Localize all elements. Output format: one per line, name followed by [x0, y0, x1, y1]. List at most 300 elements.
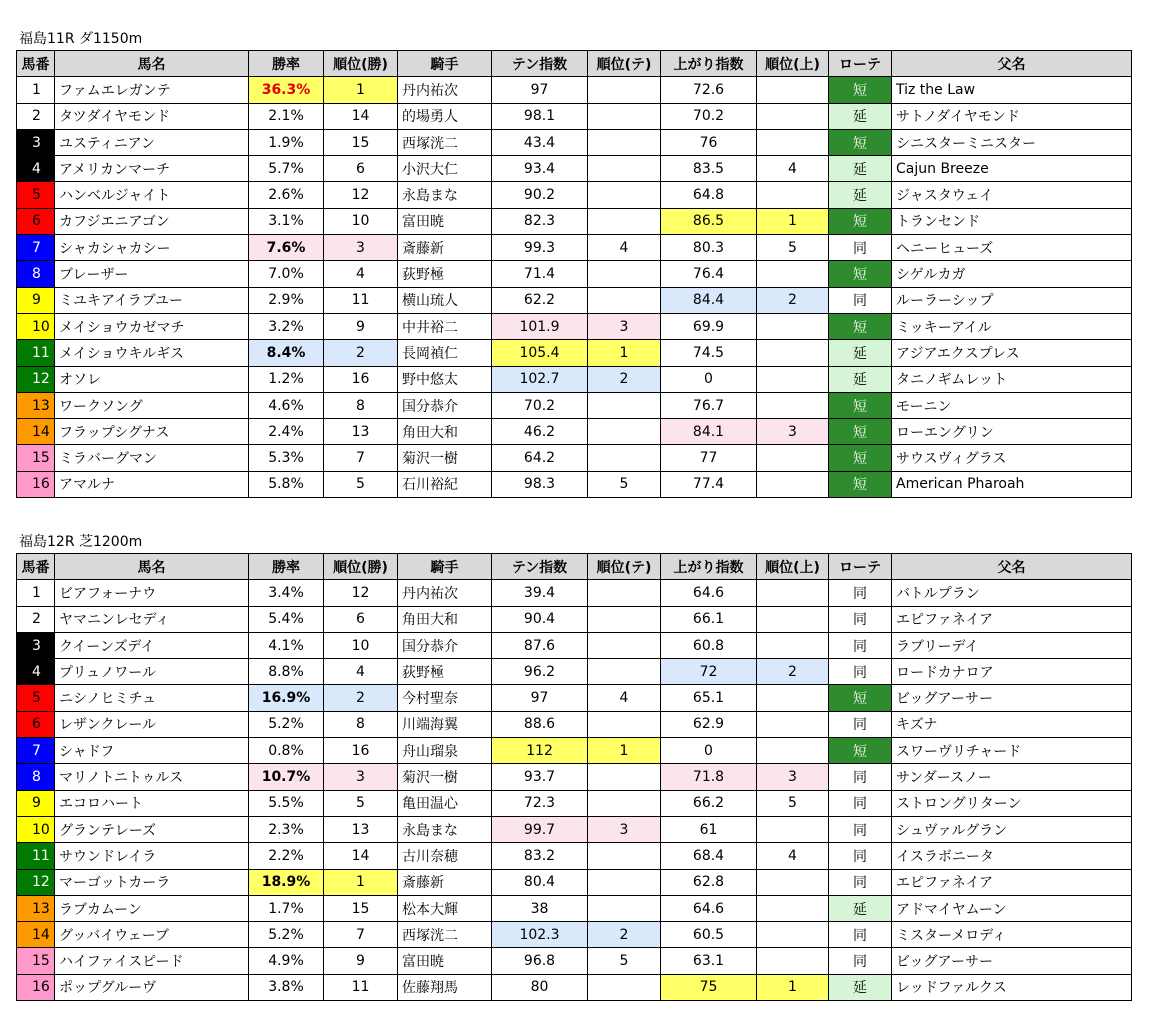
horse-name-cell: グランテレーズ — [55, 816, 249, 842]
agari-rank-cell — [757, 606, 829, 632]
agari-index-cell: 60.8 — [661, 632, 757, 658]
agari-rank-cell — [757, 129, 829, 155]
sire-cell: イスラボニータ — [892, 843, 1132, 869]
sire-cell: エピファネイア — [892, 606, 1132, 632]
win-rate-cell: 5.5% — [249, 790, 324, 816]
agari-index-cell: 75 — [661, 974, 757, 1000]
jockey-cell: 中井裕二 — [398, 313, 492, 339]
ten-rank-cell: 2 — [588, 366, 661, 392]
win-rank-cell: 15 — [324, 129, 398, 155]
agari-index-cell: 72.6 — [661, 77, 757, 103]
umaban-cell: 15 — [17, 948, 55, 974]
rotation-cell: 同 — [829, 287, 892, 313]
table-row — [17, 392, 1132, 418]
table-row — [17, 790, 1132, 816]
rotation-cell: 同 — [829, 816, 892, 842]
win-rate-cell: 1.7% — [249, 895, 324, 921]
race-caption: 福島12R 芝1200m — [19, 534, 143, 550]
agari-rank-cell — [757, 313, 829, 339]
sire-cell: トランセンド — [892, 208, 1132, 234]
rotation-cell: 延 — [829, 156, 892, 182]
horse-name-cell: ポップグルーヴ — [55, 974, 249, 1000]
agari-index-cell: 66.2 — [661, 790, 757, 816]
agari-index-cell: 64.6 — [661, 580, 757, 606]
ten-index-cell: 71.4 — [492, 261, 588, 287]
sire-cell: ミッキーアイル — [892, 313, 1132, 339]
horse-name-cell: ヤマニンレセディ — [55, 606, 249, 632]
win-rate-cell: 2.4% — [249, 419, 324, 445]
win-rank-cell: 15 — [324, 895, 398, 921]
jockey-cell: 永島まな — [398, 816, 492, 842]
win-rank-cell: 2 — [324, 340, 398, 366]
agari-rank-cell — [757, 366, 829, 392]
rotation-cell: 延 — [829, 182, 892, 208]
win-rate-cell: 2.6% — [249, 182, 324, 208]
jockey-cell: 角田大和 — [398, 606, 492, 632]
win-rate-cell: 10.7% — [249, 764, 324, 790]
jockey-cell: 丹内祐次 — [398, 580, 492, 606]
sire-cell: ヘニーヒューズ — [892, 235, 1132, 261]
agari-index-cell: 66.1 — [661, 606, 757, 632]
agari-rank-cell — [757, 77, 829, 103]
win-rank-cell: 12 — [324, 182, 398, 208]
horse-name-cell: フラップシグナス — [55, 419, 249, 445]
agari-index-cell: 72 — [661, 659, 757, 685]
ten-rank-cell — [588, 974, 661, 1000]
umaban-cell: 9 — [17, 287, 55, 313]
header-row — [17, 554, 1132, 580]
rotation-cell: 同 — [829, 606, 892, 632]
sire-cell: サトノダイヤモンド — [892, 103, 1132, 129]
win-rate-cell: 4.9% — [249, 948, 324, 974]
horse-name-cell: ハンベルジャイト — [55, 182, 249, 208]
win-rank-cell: 13 — [324, 816, 398, 842]
agari-index-cell: 86.5 — [661, 208, 757, 234]
agari-index-cell: 61 — [661, 816, 757, 842]
table-row — [17, 922, 1132, 948]
ten-index-cell: 96.8 — [492, 948, 588, 974]
rotation-cell: 延 — [829, 340, 892, 366]
win-rank-cell: 5 — [324, 790, 398, 816]
sire-cell: ロードカナロア — [892, 659, 1132, 685]
agari-rank-cell — [757, 103, 829, 129]
rotation-cell: 同 — [829, 948, 892, 974]
jockey-cell: 松本大輝 — [398, 895, 492, 921]
win-rate-cell: 0.8% — [249, 738, 324, 764]
ten-rank-cell — [588, 419, 661, 445]
jockey-cell: 亀田温心 — [398, 790, 492, 816]
agari-index-cell: 74.5 — [661, 340, 757, 366]
jockey-cell: 富田暁 — [398, 948, 492, 974]
agari-index-cell: 63.1 — [661, 948, 757, 974]
ten-rank-cell — [588, 156, 661, 182]
rotation-cell: 延 — [829, 103, 892, 129]
win-rate-cell: 5.2% — [249, 711, 324, 737]
header-ten-rank: 順位(テ) — [588, 51, 661, 77]
jockey-cell: 角田大和 — [398, 419, 492, 445]
horse-name-cell: アマルナ — [55, 471, 249, 497]
win-rate-cell: 8.8% — [249, 659, 324, 685]
agari-index-cell: 80.3 — [661, 235, 757, 261]
umaban-cell: 2 — [17, 103, 55, 129]
header-ten-index: テン指数 — [492, 51, 588, 77]
rotation-cell: 短 — [829, 471, 892, 497]
table-row — [17, 129, 1132, 155]
sire-cell: シニスターミニスター — [892, 129, 1132, 155]
sire-cell: サウスヴィグラス — [892, 445, 1132, 471]
horse-name-cell: ビアフォーナウ — [55, 580, 249, 606]
rotation-cell: 同 — [829, 843, 892, 869]
table-row — [17, 764, 1132, 790]
win-rate-cell: 7.0% — [249, 261, 324, 287]
ten-rank-cell: 3 — [588, 816, 661, 842]
sire-cell: ラブリーデイ — [892, 632, 1132, 658]
agari-rank-cell — [757, 895, 829, 921]
agari-index-cell: 60.5 — [661, 922, 757, 948]
header-sire: 父名 — [892, 554, 1132, 580]
sire-cell: American Pharoah — [892, 471, 1132, 497]
header-rotation: ローテ — [829, 51, 892, 77]
rotation-cell: 延 — [829, 366, 892, 392]
win-rank-cell: 8 — [324, 711, 398, 737]
jockey-cell: 西塚洸二 — [398, 922, 492, 948]
ten-rank-cell: 5 — [588, 948, 661, 974]
umaban-cell: 4 — [17, 156, 55, 182]
table-row — [17, 738, 1132, 764]
header-rotation: ローテ — [829, 554, 892, 580]
umaban-cell: 1 — [17, 580, 55, 606]
horse-name-cell: プリュノワール — [55, 659, 249, 685]
rotation-cell: 短 — [829, 445, 892, 471]
ten-index-cell: 93.7 — [492, 764, 588, 790]
header-win-rank: 順位(勝) — [324, 554, 398, 580]
horse-name-cell: マリノトニトゥルス — [55, 764, 249, 790]
agari-index-cell: 64.6 — [661, 895, 757, 921]
ten-rank-cell: 2 — [588, 922, 661, 948]
ten-rank-cell — [588, 445, 661, 471]
win-rate-cell: 5.4% — [249, 606, 324, 632]
horse-name-cell: エコロハート — [55, 790, 249, 816]
race-section-12r — [16, 531, 1132, 1001]
horse-name-cell: アメリカンマーチ — [55, 156, 249, 182]
umaban-cell: 11 — [17, 843, 55, 869]
agari-rank-cell: 1 — [757, 974, 829, 1000]
ten-rank-cell — [588, 895, 661, 921]
jockey-cell: 富田暁 — [398, 208, 492, 234]
ten-index-cell: 112 — [492, 738, 588, 764]
win-rank-cell: 1 — [324, 77, 398, 103]
win-rate-cell: 36.3% — [249, 77, 324, 103]
table-row — [17, 208, 1132, 234]
agari-index-cell: 62.9 — [661, 711, 757, 737]
umaban-cell: 16 — [17, 974, 55, 1000]
horse-name-cell: メイショウキルギス — [55, 340, 249, 366]
sire-cell: シゲルカガ — [892, 261, 1132, 287]
table-row — [17, 261, 1132, 287]
header-jockey: 騎手 — [398, 51, 492, 77]
agari-index-cell: 62.8 — [661, 869, 757, 895]
rotation-cell: 同 — [829, 580, 892, 606]
race-table — [16, 50, 1132, 498]
jockey-cell: 国分恭介 — [398, 392, 492, 418]
header-jockey: 騎手 — [398, 554, 492, 580]
umaban-cell: 16 — [17, 471, 55, 497]
jockey-cell: 丹内祐次 — [398, 77, 492, 103]
table-row — [17, 895, 1132, 921]
sire-cell: ビッグアーサー — [892, 685, 1132, 711]
table-row — [17, 340, 1132, 366]
sire-cell: Cajun Breeze — [892, 156, 1132, 182]
race-caption: 福島11R ダ1150m — [19, 31, 143, 47]
header-ten-rank: 順位(テ) — [588, 554, 661, 580]
win-rate-cell: 2.2% — [249, 843, 324, 869]
ten-index-cell: 98.1 — [492, 103, 588, 129]
agari-index-cell: 69.9 — [661, 313, 757, 339]
rotation-cell: 短 — [829, 208, 892, 234]
sire-cell: キズナ — [892, 711, 1132, 737]
horse-name-cell: ファムエレガンテ — [55, 77, 249, 103]
umaban-cell: 13 — [17, 895, 55, 921]
win-rate-cell: 18.9% — [249, 869, 324, 895]
table-row — [17, 869, 1132, 895]
win-rate-cell: 3.8% — [249, 974, 324, 1000]
agari-rank-cell: 2 — [757, 659, 829, 685]
jockey-cell: 横山琉人 — [398, 287, 492, 313]
jockey-cell: 西塚洸二 — [398, 129, 492, 155]
umaban-cell: 7 — [17, 738, 55, 764]
agari-rank-cell — [757, 182, 829, 208]
win-rank-cell: 7 — [324, 922, 398, 948]
header-win-rank: 順位(勝) — [324, 51, 398, 77]
ten-index-cell: 70.2 — [492, 392, 588, 418]
agari-index-cell: 65.1 — [661, 685, 757, 711]
table-row — [17, 471, 1132, 497]
win-rank-cell: 12 — [324, 580, 398, 606]
header-agari-rank: 順位(上) — [757, 554, 829, 580]
horse-name-cell: ワークソング — [55, 392, 249, 418]
win-rate-cell: 3.2% — [249, 313, 324, 339]
agari-rank-cell — [757, 738, 829, 764]
horse-name-cell: マーゴットカーラ — [55, 869, 249, 895]
ten-index-cell: 62.2 — [492, 287, 588, 313]
rotation-cell: 同 — [829, 922, 892, 948]
jockey-cell: 古川奈穂 — [398, 843, 492, 869]
win-rank-cell: 6 — [324, 156, 398, 182]
ten-rank-cell — [588, 208, 661, 234]
table-row — [17, 632, 1132, 658]
ten-index-cell: 98.3 — [492, 471, 588, 497]
win-rate-cell: 1.9% — [249, 129, 324, 155]
win-rate-cell: 2.9% — [249, 287, 324, 313]
header-horse: 馬名 — [55, 51, 249, 77]
jockey-cell: 荻野極 — [398, 261, 492, 287]
jockey-cell: 斎藤新 — [398, 235, 492, 261]
jockey-cell: 野中悠太 — [398, 366, 492, 392]
rotation-cell: 同 — [829, 790, 892, 816]
win-rate-cell: 5.3% — [249, 445, 324, 471]
umaban-cell: 10 — [17, 816, 55, 842]
sire-cell: レッドファルクス — [892, 974, 1132, 1000]
sire-cell: ビッグアーサー — [892, 948, 1132, 974]
win-rank-cell: 3 — [324, 764, 398, 790]
win-rank-cell: 4 — [324, 659, 398, 685]
win-rank-cell: 6 — [324, 606, 398, 632]
umaban-cell: 3 — [17, 129, 55, 155]
agari-index-cell: 68.4 — [661, 843, 757, 869]
table-row — [17, 711, 1132, 737]
ten-index-cell: 88.6 — [492, 711, 588, 737]
agari-rank-cell: 3 — [757, 419, 829, 445]
ten-rank-cell — [588, 392, 661, 418]
ten-index-cell: 90.4 — [492, 606, 588, 632]
umaban-cell: 5 — [17, 685, 55, 711]
race-table — [16, 553, 1132, 1001]
win-rate-cell: 3.1% — [249, 208, 324, 234]
umaban-cell: 4 — [17, 659, 55, 685]
sire-cell: シュヴァルグラン — [892, 816, 1132, 842]
win-rank-cell: 2 — [324, 685, 398, 711]
agari-index-cell: 77 — [661, 445, 757, 471]
table-row — [17, 816, 1132, 842]
horse-name-cell: シャドフ — [55, 738, 249, 764]
sire-cell: アジアエクスプレス — [892, 340, 1132, 366]
agari-index-cell: 84.1 — [661, 419, 757, 445]
ten-index-cell: 46.2 — [492, 419, 588, 445]
ten-rank-cell — [588, 77, 661, 103]
table-row — [17, 235, 1132, 261]
horse-name-cell: レザンクレール — [55, 711, 249, 737]
ten-rank-cell — [588, 129, 661, 155]
win-rank-cell: 11 — [324, 287, 398, 313]
umaban-cell: 14 — [17, 419, 55, 445]
header-sire: 父名 — [892, 51, 1132, 77]
ten-index-cell: 43.4 — [492, 129, 588, 155]
sire-cell: スワーヴリチャード — [892, 738, 1132, 764]
rotation-cell: 短 — [829, 419, 892, 445]
umaban-cell: 1 — [17, 77, 55, 103]
table-row — [17, 659, 1132, 685]
ten-rank-cell: 1 — [588, 340, 661, 366]
ten-index-cell: 105.4 — [492, 340, 588, 366]
win-rate-cell: 8.4% — [249, 340, 324, 366]
agari-index-cell: 77.4 — [661, 471, 757, 497]
umaban-cell: 11 — [17, 340, 55, 366]
umaban-cell: 6 — [17, 208, 55, 234]
umaban-cell: 10 — [17, 313, 55, 339]
sire-cell: ルーラーシップ — [892, 287, 1132, 313]
sire-cell: サンダースノー — [892, 764, 1132, 790]
jockey-cell: 川端海翼 — [398, 711, 492, 737]
umaban-cell: 7 — [17, 235, 55, 261]
agari-rank-cell: 2 — [757, 287, 829, 313]
race-section-11r — [16, 28, 1132, 498]
jockey-cell: 石川裕紀 — [398, 471, 492, 497]
rotation-cell: 同 — [829, 764, 892, 790]
sire-cell: ローエングリン — [892, 419, 1132, 445]
horse-name-cell: カフジエニアゴン — [55, 208, 249, 234]
jockey-cell: 佐藤翔馬 — [398, 974, 492, 1000]
ten-index-cell: 83.2 — [492, 843, 588, 869]
agari-index-cell: 71.8 — [661, 764, 757, 790]
win-rank-cell: 5 — [324, 471, 398, 497]
agari-rank-cell: 5 — [757, 235, 829, 261]
sire-cell: Tiz the Law — [892, 77, 1132, 103]
win-rank-cell: 13 — [324, 419, 398, 445]
table-row — [17, 580, 1132, 606]
agari-rank-cell — [757, 922, 829, 948]
rotation-cell: 同 — [829, 235, 892, 261]
win-rank-cell: 9 — [324, 313, 398, 339]
jockey-cell: 菊沢一樹 — [398, 764, 492, 790]
horse-name-cell: ミラバーグマン — [55, 445, 249, 471]
agari-rank-cell — [757, 471, 829, 497]
ten-index-cell: 64.2 — [492, 445, 588, 471]
ten-rank-cell — [588, 711, 661, 737]
table-row — [17, 843, 1132, 869]
header-ten-index: テン指数 — [492, 554, 588, 580]
rotation-cell: 同 — [829, 632, 892, 658]
umaban-cell: 9 — [17, 790, 55, 816]
umaban-cell: 15 — [17, 445, 55, 471]
horse-name-cell: ミユキアイラブユー — [55, 287, 249, 313]
win-rank-cell: 3 — [324, 235, 398, 261]
umaban-cell: 2 — [17, 606, 55, 632]
agari-rank-cell — [757, 869, 829, 895]
table-row — [17, 313, 1132, 339]
agari-rank-cell — [757, 711, 829, 737]
header-row — [17, 51, 1132, 77]
table-row — [17, 156, 1132, 182]
ten-index-cell: 101.9 — [492, 313, 588, 339]
ten-index-cell: 97 — [492, 685, 588, 711]
table-row — [17, 445, 1132, 471]
ten-rank-cell — [588, 606, 661, 632]
horse-name-cell: グッバイウェーブ — [55, 922, 249, 948]
ten-rank-cell — [588, 632, 661, 658]
ten-rank-cell: 4 — [588, 685, 661, 711]
header-win-rate: 勝率 — [249, 554, 324, 580]
rotation-cell: 短 — [829, 313, 892, 339]
ten-rank-cell: 3 — [588, 313, 661, 339]
win-rank-cell: 14 — [324, 843, 398, 869]
header-win-rate: 勝率 — [249, 51, 324, 77]
win-rate-cell: 2.1% — [249, 103, 324, 129]
sire-cell: バトルプラン — [892, 580, 1132, 606]
agari-index-cell: 70.2 — [661, 103, 757, 129]
table-row — [17, 974, 1132, 1000]
ten-index-cell: 87.6 — [492, 632, 588, 658]
win-rate-cell: 1.2% — [249, 366, 324, 392]
sire-cell: タニノギムレット — [892, 366, 1132, 392]
win-rate-cell: 2.3% — [249, 816, 324, 842]
ten-rank-cell: 5 — [588, 471, 661, 497]
horse-name-cell: サウンドレイラ — [55, 843, 249, 869]
umaban-cell: 12 — [17, 366, 55, 392]
agari-index-cell: 76 — [661, 129, 757, 155]
ten-index-cell: 90.2 — [492, 182, 588, 208]
ten-rank-cell — [588, 182, 661, 208]
win-rank-cell: 1 — [324, 869, 398, 895]
sire-cell: モーニン — [892, 392, 1132, 418]
horse-name-cell: シャカシャカシー — [55, 235, 249, 261]
ten-rank-cell — [588, 764, 661, 790]
ten-rank-cell: 1 — [588, 738, 661, 764]
win-rate-cell: 5.2% — [249, 922, 324, 948]
rotation-cell: 短 — [829, 738, 892, 764]
ten-rank-cell — [588, 869, 661, 895]
win-rank-cell: 10 — [324, 632, 398, 658]
horse-name-cell: クイーンズデイ — [55, 632, 249, 658]
